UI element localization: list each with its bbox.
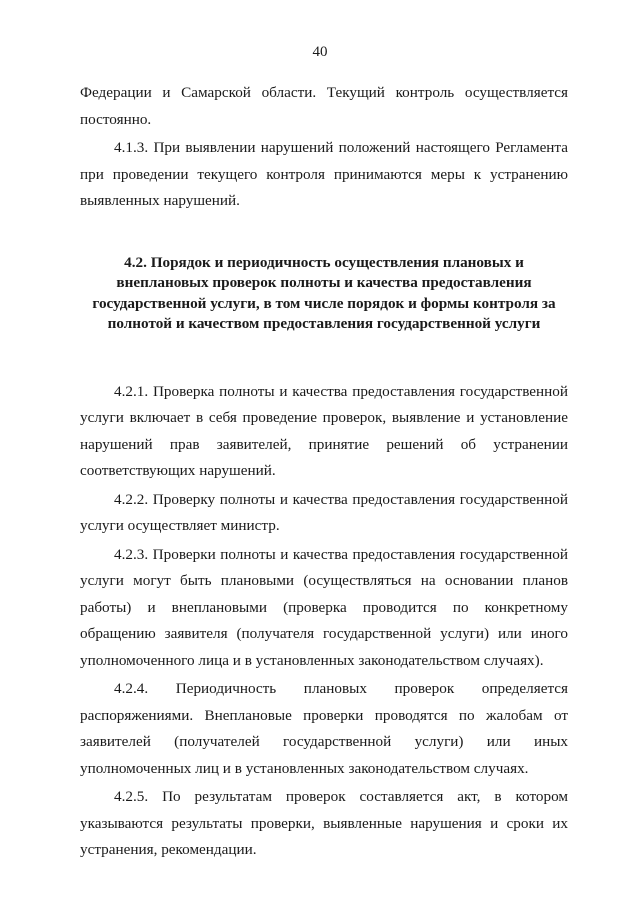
heading-line: полнотой и качеством предоставления государственной услуги: [107, 315, 541, 332]
page-number: 40: [312, 44, 328, 60]
paragraph-4-2-3: 4.2.3. Проверки полноты и качества предоставления государственной услуги могут быть плановыми (осуществляться на основании планов работы) и внеплановыми (проверка проводится по конкретному обращению заявителя (получателя государственной услуги) или иного уполномоченного лица и в установленных законодательством случаях).: [80, 545, 568, 669]
paragraph-4-2-2: 4.2.2. Проверку полноты и качества предоставления государственной услуги осуществляет министр.: [80, 490, 568, 534]
heading-line: внеплановых проверок полноты и качества предоставления: [116, 274, 532, 291]
paragraph-4-2-1: 4.2.1. Проверка полноты и качества предоставления государственной услуги включает в себя проведение проверок, выявление и установление нарушений прав заявителей, принятие решений об устранении соответствующих нарушений.: [80, 382, 568, 479]
paragraph-4-2-5: 4.2.5. По результатам проверок составляется акт, в котором указываются результаты проверки, выявленные нарушения и сроки их устранения, рекомендации.: [80, 788, 568, 858]
heading-line: 4.2. Порядок и периодичность осуществления плановых и: [124, 253, 524, 271]
heading-line: государственной услуги, в том числе порядок и формы контроля за: [92, 294, 556, 312]
paragraph-4-1-3: 4.1.3. При выявлении нарушений положений настоящего Регламента при проведении текущего контроля принимаются меры к устранению выявленных нарушений.: [80, 139, 568, 209]
document-body: [80, 80, 568, 864]
paragraph-4-2-4: 4.2.4. Периодичность плановых проверок определяется распоряжениями. Внеплановые проверки проводятся по жалобам от заявителей (получателей государственной услуги) или иных уполномоченных лиц и в установленных законодательством случаях.: [80, 680, 568, 777]
section-heading-4-2: [80, 253, 568, 335]
paragraph-continuation: Федерации и Самарской области. Текущий контроль осуществляется постоянно.: [80, 84, 568, 128]
